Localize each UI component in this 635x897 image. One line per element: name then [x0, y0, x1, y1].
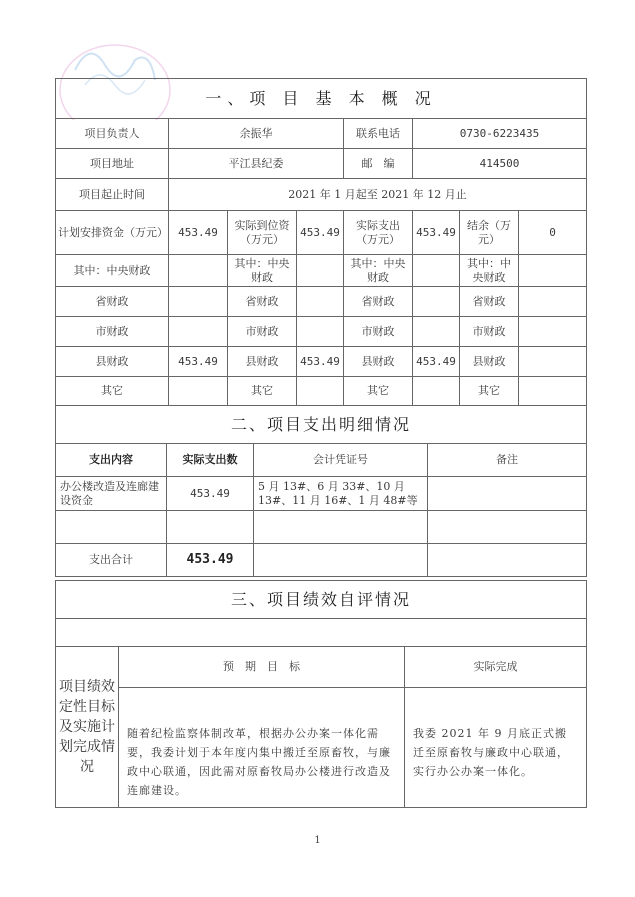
expense-voucher: 5 月 13#、6 月 33#、10 月 13#、11 月 16#、1 月 48#等 [254, 477, 428, 511]
row-label: 其中：中央财政 [344, 255, 413, 287]
row-label: 其中：中央财政 [56, 255, 169, 287]
row-label: 其中：中央财政 [460, 255, 519, 287]
row-value [297, 287, 344, 317]
blank-row [56, 619, 587, 647]
row-label: 省财政 [56, 287, 169, 317]
row-value [413, 317, 460, 347]
column-header-amount: 实际支出数 [167, 444, 254, 477]
expense-note [428, 511, 587, 544]
row-label: 市财政 [344, 317, 413, 347]
row-value [297, 377, 344, 406]
funds-row-province [56, 287, 587, 317]
row-value [169, 317, 228, 347]
row-label: 县财政 [228, 347, 297, 377]
row-label: 省财政 [228, 287, 297, 317]
leader-value: 余振华 [169, 119, 344, 149]
row-label: 市财政 [460, 317, 519, 347]
expected-goal-text: 随着纪检监察体制改革，根据办公办案一体化需要，我委计划于本年度内集中搬迁至原畜牧，与廉政中心联通，因此需对原畜牧局办公楼进行改造及连廊建设。 [119, 688, 405, 808]
row-value [519, 287, 587, 317]
planned-funds-value: 453.49 [169, 211, 228, 255]
spent-funds-label: 实际支出（万元） [344, 211, 413, 255]
funds-row-city [56, 317, 587, 347]
expected-goal-header: 预 期 目 标 [119, 647, 405, 688]
planned-funds-label: 计划安排资金（万元） [56, 211, 169, 255]
total-label: 支出合计 [56, 544, 167, 577]
period-value: 2021 年 1 月起至 2021 年 12 月止 [169, 179, 587, 211]
funds-row-county [56, 347, 587, 377]
row-label: 其它 [344, 377, 413, 406]
section-2-title: 二、项目支出明细情况 [56, 406, 587, 444]
column-header-voucher: 会计凭证号 [254, 444, 428, 477]
row-value [169, 377, 228, 406]
total-value: 453.49 [167, 544, 254, 577]
row-value [413, 255, 460, 287]
row-label: 市财政 [228, 317, 297, 347]
expense-note [428, 477, 587, 511]
row-label: 省财政 [460, 287, 519, 317]
row-label: 其它 [460, 377, 519, 406]
row-value [519, 317, 587, 347]
project-basic-info-table [55, 78, 587, 406]
row-label: 其中：中央财政 [228, 255, 297, 287]
row-value: 453.49 [169, 347, 228, 377]
row-value [297, 317, 344, 347]
section-3-title: 三、项目绩效自评情况 [56, 581, 587, 619]
received-funds-label: 实际到位资（万元） [228, 211, 297, 255]
row-label: 县财政 [56, 347, 169, 377]
row-value [297, 255, 344, 287]
expense-content: 办公楼改造及连廊建设资金 [56, 477, 167, 511]
table-row [56, 511, 587, 544]
column-header-note: 备注 [428, 444, 587, 477]
table-row [56, 477, 587, 511]
total-voucher [254, 544, 428, 577]
row-value [519, 255, 587, 287]
total-note [428, 544, 587, 577]
row-label: 其它 [228, 377, 297, 406]
expense-amount [167, 511, 254, 544]
expense-content [56, 511, 167, 544]
row-label: 市财政 [56, 317, 169, 347]
actual-completion-header: 实际完成 [405, 647, 587, 688]
row-label: 省财政 [344, 287, 413, 317]
expenditure-detail-table [55, 405, 587, 577]
balance-value: 0 [519, 211, 587, 255]
evaluation-row-label: 项目绩效定性目标及实施计划完成情况 [56, 647, 119, 808]
row-value: 453.49 [297, 347, 344, 377]
received-funds-value: 453.49 [297, 211, 344, 255]
postcode-value: 414500 [413, 149, 587, 179]
leader-label: 项目负责人 [56, 119, 169, 149]
row-value: 453.49 [413, 347, 460, 377]
actual-completion-text: 我委 2021 年 9 月底正式搬迁至原畜牧与廉政中心联通，实行办公办案一体化。 [405, 688, 587, 808]
funds-row-central [56, 255, 587, 287]
address-label: 项目地址 [56, 149, 169, 179]
row-value [519, 347, 587, 377]
spent-funds-value: 453.49 [413, 211, 460, 255]
balance-label: 结余（万元） [460, 211, 519, 255]
phone-value: 0730-6223435 [413, 119, 587, 149]
phone-label: 联系电话 [344, 119, 413, 149]
expense-voucher [254, 511, 428, 544]
row-value [413, 377, 460, 406]
postcode-label: 邮 编 [344, 149, 413, 179]
row-value [519, 377, 587, 406]
funds-row-other [56, 377, 587, 406]
row-label: 其它 [56, 377, 169, 406]
performance-evaluation-table [55, 580, 587, 808]
section-1-title: 一、项 目 基 本 概 况 [56, 79, 587, 119]
column-header-content: 支出内容 [56, 444, 167, 477]
page-number: 1 [314, 835, 321, 846]
row-value [169, 255, 228, 287]
period-label: 项目起止时间 [56, 179, 169, 211]
row-label: 县财政 [344, 347, 413, 377]
row-value [169, 287, 228, 317]
row-value [413, 287, 460, 317]
address-value: 平江县纪委 [169, 149, 344, 179]
expense-amount: 453.49 [167, 477, 254, 511]
row-label: 县财政 [460, 347, 519, 377]
